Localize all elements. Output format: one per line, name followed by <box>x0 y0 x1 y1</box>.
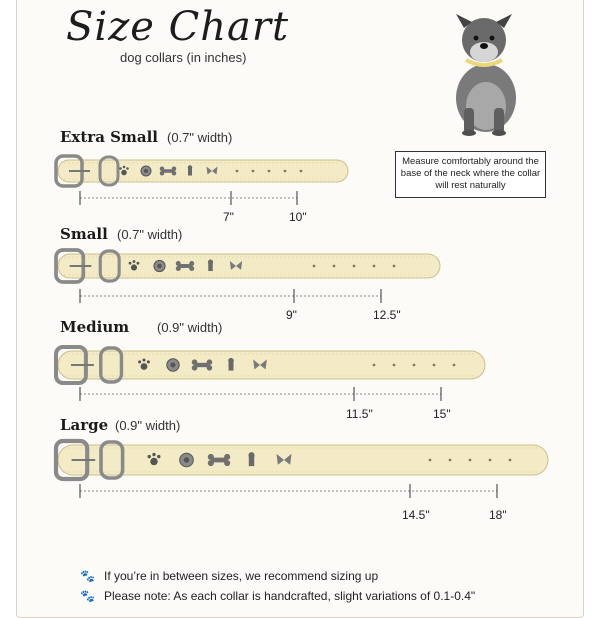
measurement-line <box>0 384 600 408</box>
measurement-line <box>0 286 600 310</box>
paw-icon: 🐾 <box>80 569 95 583</box>
flower-icon <box>167 359 179 371</box>
measurement-line <box>0 481 600 505</box>
measurement-line <box>0 188 600 212</box>
note-text: If you’re in between sizes, we recommend sizing up <box>104 569 379 583</box>
page-title: Size Chart <box>66 4 290 50</box>
note-item <box>80 566 580 586</box>
size-name: Small <box>60 225 108 243</box>
page-subtitle: dog collars (in inches) <box>120 50 247 65</box>
dog-illustration <box>428 6 538 136</box>
note-item <box>80 586 580 606</box>
hydrant-icon <box>208 260 213 271</box>
size-name: Extra Small <box>60 128 158 146</box>
flower-icon <box>180 453 194 467</box>
measure-instructions: Measure comfortably around the base of the neck where the collar will rest naturally <box>395 151 546 198</box>
hydrant-icon <box>188 165 193 175</box>
size-min-label: 11.5" <box>346 407 373 421</box>
size-min-label: 14.5" <box>402 508 430 522</box>
flower-icon <box>154 260 165 271</box>
size-max-label: 15" <box>433 407 451 421</box>
paw-icon: 🐾 <box>80 589 95 603</box>
size-max-label: 10" <box>289 210 307 224</box>
flower-icon <box>141 166 151 176</box>
size-max-label: 18" <box>489 508 507 522</box>
hydrant-icon <box>228 358 234 371</box>
size-max-label: 12.5" <box>373 308 401 322</box>
size-name: Medium <box>60 318 130 336</box>
hydrant-icon <box>248 452 254 466</box>
size-min-label: 9" <box>286 308 297 322</box>
collar-width: (0.7" width) <box>117 227 183 242</box>
notes-list <box>80 566 580 606</box>
note-text: Please note: As each collar is handcrafted, slight variations of 0.1-0.4" <box>104 589 476 603</box>
collar-width: (0.9" width) <box>157 320 223 335</box>
collar-width: (0.9" width) <box>115 418 181 433</box>
collar-width: (0.7" width) <box>167 130 233 145</box>
size-name: Large <box>60 416 109 434</box>
size-min-label: 7" <box>223 210 234 224</box>
